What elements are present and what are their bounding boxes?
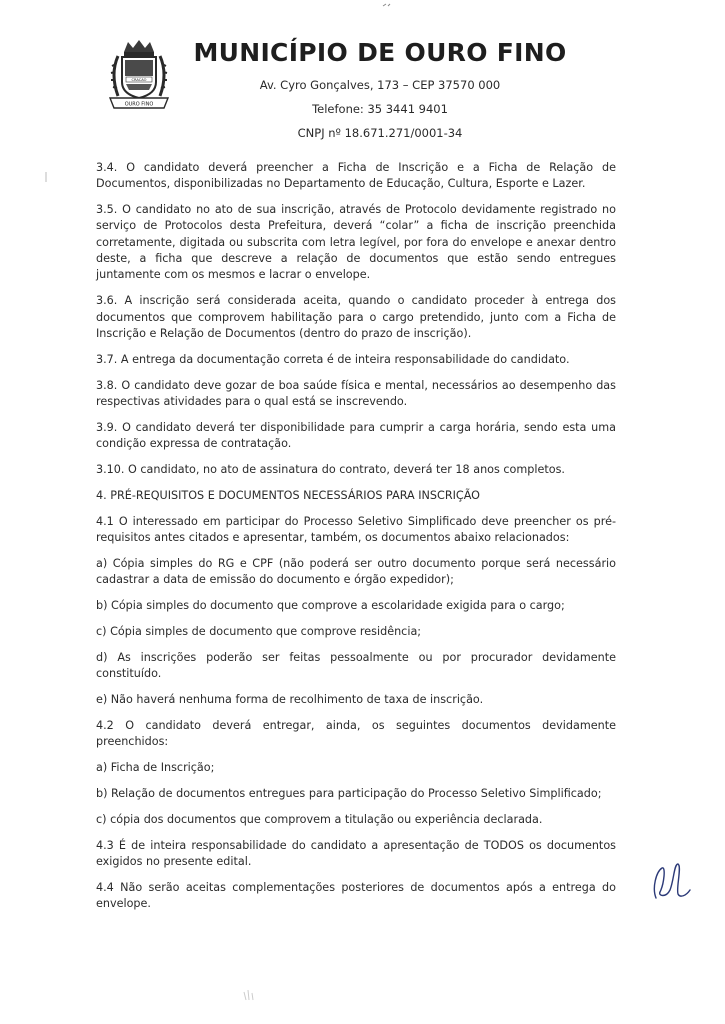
list-item-4-1-b: b) Cópia simples do documento que comprove a escolaridade exigida para o cargo;	[96, 599, 565, 613]
list-item-4-2-b: b) Relação de documentos entregues para participação do Processo Seletivo Simplificado;	[96, 787, 602, 801]
paragraph-3-6: 3.6. A inscrição será considerada aceita, quando o candidato proceder à entrega dos documentos que comprovem habilitação para o cargo pretendido, junto com a Ficha de Inscrição e Relação de Documentos (dentro do prazo de inscrição).	[96, 294, 616, 340]
section-4-heading: 4. PRÉ-REQUISITOS E DOCUMENTOS NECESSÁRIOS PARA INSCRIÇÃO	[96, 488, 480, 502]
list-item-4-1-e: e) Não haverá nenhuma forma de recolhimento de taxa de inscrição.	[96, 693, 484, 707]
address-line: Av. Cyro Gonçalves, 173 – CEP 37570 000	[259, 78, 501, 92]
crest-banner-text: OURO FINO	[124, 101, 154, 108]
list-item-4-2-a: a) Ficha de Inscrição;	[96, 761, 215, 775]
cnpj-line: CNPJ nº 18.671.271/0001-34	[297, 126, 463, 140]
municipal-crest-icon	[104, 38, 174, 110]
municipality-title: MUNICÍPIO DE OURO FINO	[193, 38, 567, 67]
phone-line: Telefone: 35 3441 9401	[312, 102, 448, 116]
list-item-4-1-c: c) Cópia simples de documento que comprove residência;	[96, 625, 422, 639]
crest-shield-text: CRACAO	[131, 78, 147, 82]
paragraph-4-4: 4.4 Não serão aceitas complementações posteriores de documentos após a entrega do envelope.	[96, 881, 616, 911]
paragraph-3-5: 3.5. O candidato no ato de sua inscrição, através de Protocolo devidamente registrado no serviço de Protocolos desta Prefeitura, deverá “colar” a ficha de inscrição preenchida corretamente, digitada ou subscrita com letra legível, por fora do envelope e anexar dentro deste, a ficha que descreve a relação de documentos que estão sendo entregues juntamente com os mesmos e lacrar o envelope.	[96, 203, 616, 282]
letterhead	[190, 38, 570, 141]
paragraph-3-7: 3.7. A entrega da documentação correta é de inteira responsabilidade do candidato.	[96, 352, 570, 366]
document-body	[96, 160, 616, 922]
paragraph-4-3: 4.3 É de inteira responsabilidade do candidato a apresentação de TODOS os documentos exigidos no presente edital.	[96, 838, 616, 869]
paragraph-3-4: 3.4. O candidato deverá preencher a Ficha de Inscrição e a Ficha de Relação de Documentos, disponibilizadas no Departamento de Educação, Cultura, Esporte e Lazer.	[96, 161, 616, 191]
paragraph-3-9: 3.9. O candidato deverá ter disponibilidade para cumprir a carga horária, sendo esta uma condição expressa de contratação.	[96, 420, 616, 451]
paragraph-4-1: 4.1 O interessado em participar do Processo Seletivo Simplificado deve preencher os pré-requisitos antes citados e apresentar, também, os documentos abaixo relacionados:	[96, 514, 616, 545]
paragraph-4-2: 4.2 O candidato deverá entregar, ainda, os seguintes documentos devidamente preenchidos:	[96, 719, 616, 749]
list-item-4-2-c: c) cópia dos documentos que comprovem a titulação ou experiência declarada.	[96, 813, 543, 826]
list-item-4-1-d: d) As inscrições poderão ser feitas pessoalmente ou por procurador devidamente constituído.	[96, 650, 616, 681]
paragraph-3-10: 3.10. O candidato, no ato de assinatura do contrato, deverá ter 18 anos completos.	[96, 463, 565, 477]
paragraph-3-8: 3.8. O candidato deve gozar de boa saúde física e mental, necessários ao desempenho das respectivas atividades para o qual está se inscrevendo.	[96, 378, 616, 408]
initials-signature-icon	[648, 858, 694, 902]
list-item-4-1-a: a) Cópia simples do RG e CPF (não poderá ser outro documento porque será necessário cadastrar a data de emissão do documento e órgão expedidor);	[96, 556, 616, 587]
